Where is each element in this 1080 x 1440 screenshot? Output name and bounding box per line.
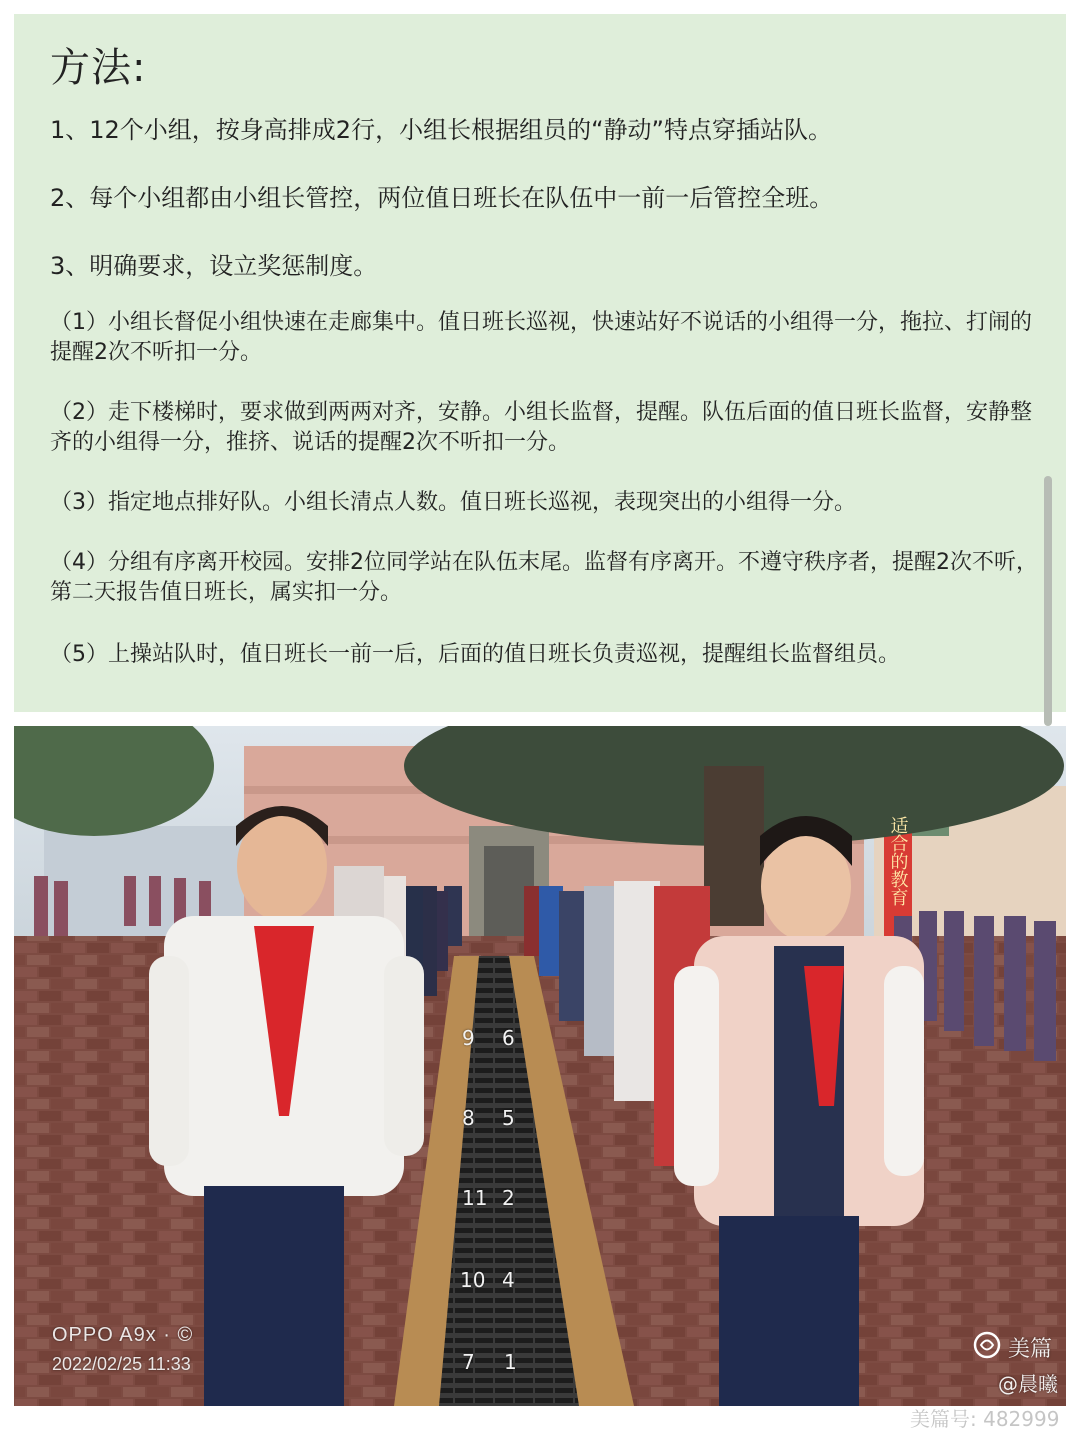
meipian-id: 美篇号: 482999 (910, 1407, 1060, 1431)
grate-number: 2 (502, 1186, 515, 1210)
rule-1: （1）小组长督促小组快速在走廊集中。值日班长巡视，快速站好不说话的小组得一分，拖拉、打闹的提醒2次不听扣一分。 (50, 310, 1033, 365)
rule-4: （4）分组有序离开校园。安排2位同学站在队伍末尾。监督有序离开。不遵守秩序者，提醒2次不听，第二天报告值日班长，属实扣一分。 (50, 550, 1038, 605)
photo-illustration (14, 726, 1066, 1406)
author-handle: @晨曦 (998, 1372, 1058, 1396)
grate-number: 1 (504, 1350, 517, 1374)
grate-number: 5 (502, 1106, 515, 1130)
rule-3: （3）指定地点排好队。小组长清点人数。值日班长巡视，表现突出的小组得一分。 (50, 490, 856, 515)
grate-number: 9 (462, 1026, 475, 1050)
paragraph-2: 2、每个小组都由小组长管控，两位值日班长在队伍中一前一后管控全班。 (50, 184, 834, 212)
section-title: 方法: (50, 45, 147, 91)
rule-2: （2）走下楼梯时，要求做到两两对齐，安静。小组长监督，提醒。队伍后面的值日班长监督，安静整齐的小组得一分，推挤、说话的提醒2次不听扣一分。 (50, 400, 1033, 455)
banner-text: 适合的教育 (887, 816, 909, 906)
grate-number: 11 (462, 1186, 488, 1210)
grate-number: 8 (462, 1106, 475, 1130)
grate-number: 4 (502, 1268, 515, 1292)
scrollbar[interactable] (1044, 476, 1052, 726)
brand-name: 美篇 (1008, 1337, 1053, 1362)
camera-timestamp: 2022/02/25 11:33 (52, 1354, 191, 1374)
class-lineup-photo (14, 726, 1066, 1406)
paragraph-3: 3、明确要求，设立奖惩制度。 (50, 252, 378, 280)
grate-number: 10 (460, 1268, 486, 1292)
grate-number: 7 (462, 1350, 475, 1374)
rule-5: （5）上操站队时，值日班长一前一后，后面的值日班长负责巡视，提醒组长监督组员。 (50, 642, 900, 667)
method-text-panel (14, 14, 1066, 712)
paragraph-1: 1、12个小组，按身高排成2行，小组长根据组员的“静动”特点穿插站队。 (50, 116, 832, 144)
camera-model-label: OPPO A9x · © (52, 1324, 194, 1346)
grate-number: 6 (502, 1026, 515, 1050)
meipian-logo-icon (972, 1330, 1002, 1360)
